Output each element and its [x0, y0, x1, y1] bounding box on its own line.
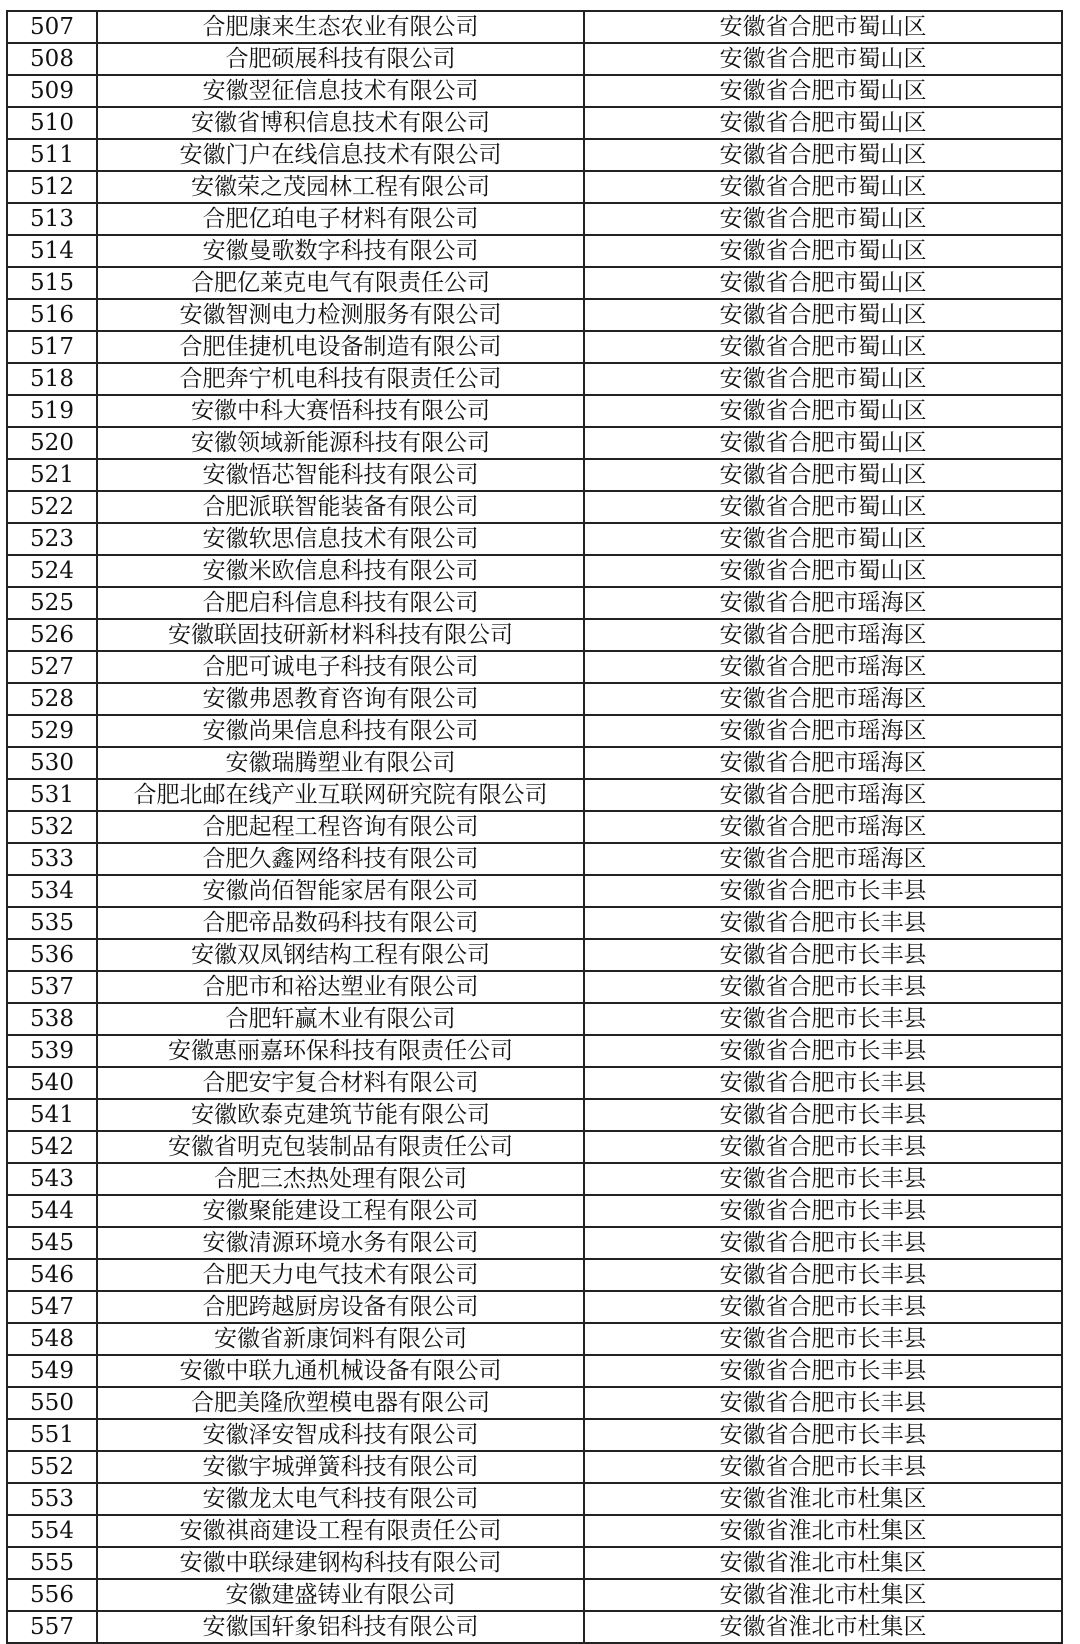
table-row	[7, 555, 1062, 587]
table-row	[7, 1259, 1062, 1291]
table-row	[7, 459, 1062, 491]
region-cell: 安徽省合肥市长丰县	[584, 1131, 1062, 1163]
region-cell: 安徽省合肥市瑶海区	[584, 619, 1062, 651]
row-number-cell: 554	[7, 1515, 97, 1547]
company-name-cell: 安徽米欧信息科技有限公司	[97, 555, 584, 587]
company-name-cell: 安徽欧泰克建筑节能有限公司	[97, 1099, 584, 1131]
row-number-cell: 547	[7, 1291, 97, 1323]
row-number-cell: 516	[7, 299, 97, 331]
company-name-cell: 安徽建盛铸业有限公司	[97, 1579, 584, 1611]
row-number-cell: 510	[7, 107, 97, 139]
row-number-cell: 536	[7, 939, 97, 971]
region-cell: 安徽省合肥市长丰县	[584, 939, 1062, 971]
company-name-cell: 安徽泽安智成科技有限公司	[97, 1419, 584, 1451]
company-name-cell: 合肥市和裕达塑业有限公司	[97, 971, 584, 1003]
row-number-cell: 514	[7, 235, 97, 267]
region-cell: 安徽省合肥市蜀山区	[584, 523, 1062, 555]
table-row	[7, 747, 1062, 779]
row-number-cell: 544	[7, 1195, 97, 1227]
region-cell: 安徽省合肥市蜀山区	[584, 299, 1062, 331]
region-cell: 安徽省合肥市长丰县	[584, 907, 1062, 939]
row-number-cell: 533	[7, 843, 97, 875]
row-number-cell: 543	[7, 1163, 97, 1195]
company-name-cell: 安徽领域新能源科技有限公司	[97, 427, 584, 459]
region-cell: 安徽省合肥市长丰县	[584, 1195, 1062, 1227]
table-row	[7, 1291, 1062, 1323]
region-cell: 安徽省合肥市长丰县	[584, 1419, 1062, 1451]
region-cell: 安徽省合肥市蜀山区	[584, 203, 1062, 235]
company-name-cell: 安徽聚能建设工程有限公司	[97, 1195, 584, 1227]
table-row	[7, 235, 1062, 267]
table-row	[7, 1003, 1062, 1035]
row-number-cell: 541	[7, 1099, 97, 1131]
region-cell: 安徽省合肥市蜀山区	[584, 139, 1062, 171]
table-row	[7, 1099, 1062, 1131]
region-cell: 安徽省淮北市杜集区	[584, 1611, 1062, 1643]
company-name-cell: 合肥跨越厨房设备有限公司	[97, 1291, 584, 1323]
region-cell: 安徽省合肥市瑶海区	[584, 683, 1062, 715]
region-cell: 安徽省合肥市长丰县	[584, 1323, 1062, 1355]
company-name-cell: 安徽双凤钢结构工程有限公司	[97, 939, 584, 971]
table-row	[7, 907, 1062, 939]
table-row	[7, 75, 1062, 107]
table-row	[7, 939, 1062, 971]
company-name-cell: 合肥天力电气技术有限公司	[97, 1259, 584, 1291]
table-row	[7, 779, 1062, 811]
row-number-cell: 522	[7, 491, 97, 523]
table-row	[7, 427, 1062, 459]
region-cell: 安徽省合肥市蜀山区	[584, 395, 1062, 427]
company-name-cell: 安徽惠丽嘉环保科技有限责任公司	[97, 1035, 584, 1067]
region-cell: 安徽省合肥市蜀山区	[584, 171, 1062, 203]
company-name-cell: 安徽尚果信息科技有限公司	[97, 715, 584, 747]
row-number-cell: 526	[7, 619, 97, 651]
table-row	[7, 1067, 1062, 1099]
table-row	[7, 715, 1062, 747]
company-name-cell: 合肥帝品数码科技有限公司	[97, 907, 584, 939]
table-row	[7, 491, 1062, 523]
row-number-cell: 523	[7, 523, 97, 555]
table-row	[7, 1131, 1062, 1163]
region-cell: 安徽省淮北市杜集区	[584, 1515, 1062, 1547]
company-name-cell: 安徽荣之茂园林工程有限公司	[97, 171, 584, 203]
table-row	[7, 395, 1062, 427]
company-name-cell: 安徽宇城弹簧科技有限公司	[97, 1451, 584, 1483]
region-cell: 安徽省淮北市杜集区	[584, 1483, 1062, 1515]
row-number-cell: 539	[7, 1035, 97, 1067]
row-number-cell: 525	[7, 587, 97, 619]
company-name-cell: 安徽翌征信息技术有限公司	[97, 75, 584, 107]
table-row	[7, 43, 1062, 75]
company-name-cell: 安徽弗恩教育咨询有限公司	[97, 683, 584, 715]
region-cell: 安徽省淮北市杜集区	[584, 1547, 1062, 1579]
table-row	[7, 1579, 1062, 1611]
company-name-cell: 安徽悟芯智能科技有限公司	[97, 459, 584, 491]
row-number-cell: 508	[7, 43, 97, 75]
row-number-cell: 534	[7, 875, 97, 907]
row-number-cell: 555	[7, 1547, 97, 1579]
table-row	[7, 139, 1062, 171]
table-row	[7, 1611, 1062, 1643]
row-number-cell: 535	[7, 907, 97, 939]
company-name-cell: 合肥三杰热处理有限公司	[97, 1163, 584, 1195]
table-row	[7, 331, 1062, 363]
row-number-cell: 546	[7, 1259, 97, 1291]
company-name-cell: 合肥派联智能装备有限公司	[97, 491, 584, 523]
company-name-cell: 安徽国轩象铝科技有限公司	[97, 1611, 584, 1643]
region-cell: 安徽省合肥市蜀山区	[584, 555, 1062, 587]
company-name-cell: 合肥亿珀电子材料有限公司	[97, 203, 584, 235]
company-name-cell: 安徽瑞腾塑业有限公司	[97, 747, 584, 779]
company-name-cell: 安徽联固技研新材料科技有限公司	[97, 619, 584, 651]
table-row	[7, 299, 1062, 331]
row-number-cell: 519	[7, 395, 97, 427]
region-cell: 安徽省合肥市长丰县	[584, 971, 1062, 1003]
company-name-cell: 安徽清源环境水务有限公司	[97, 1227, 584, 1259]
region-cell: 安徽省合肥市长丰县	[584, 1259, 1062, 1291]
region-cell: 安徽省合肥市瑶海区	[584, 747, 1062, 779]
region-cell: 安徽省合肥市长丰县	[584, 875, 1062, 907]
table-row	[7, 843, 1062, 875]
row-number-cell: 527	[7, 651, 97, 683]
row-number-cell: 531	[7, 779, 97, 811]
table-row	[7, 267, 1062, 299]
company-name-cell: 安徽省博积信息技术有限公司	[97, 107, 584, 139]
table-row	[7, 683, 1062, 715]
region-cell: 安徽省合肥市瑶海区	[584, 779, 1062, 811]
region-cell: 安徽省合肥市蜀山区	[584, 459, 1062, 491]
region-cell: 安徽省合肥市蜀山区	[584, 11, 1062, 43]
company-name-cell: 合肥亿莱克电气有限责任公司	[97, 267, 584, 299]
company-name-cell: 安徽省新康饲料有限公司	[97, 1323, 584, 1355]
region-cell: 安徽省合肥市蜀山区	[584, 267, 1062, 299]
region-cell: 安徽省淮北市杜集区	[584, 1579, 1062, 1611]
company-name-cell: 安徽门户在线信息技术有限公司	[97, 139, 584, 171]
company-name-cell: 合肥起程工程咨询有限公司	[97, 811, 584, 843]
table-row	[7, 1035, 1062, 1067]
table-row	[7, 811, 1062, 843]
company-name-cell: 合肥美隆欣塑模电器有限公司	[97, 1387, 584, 1419]
company-name-cell: 安徽尚佰智能家居有限公司	[97, 875, 584, 907]
row-number-cell: 549	[7, 1355, 97, 1387]
table-row	[7, 1195, 1062, 1227]
region-cell: 安徽省合肥市长丰县	[584, 1451, 1062, 1483]
company-name-cell: 合肥硕展科技有限公司	[97, 43, 584, 75]
table-row	[7, 875, 1062, 907]
row-number-cell: 556	[7, 1579, 97, 1611]
company-name-cell: 安徽中联九通机械设备有限公司	[97, 1355, 584, 1387]
region-cell: 安徽省合肥市蜀山区	[584, 363, 1062, 395]
company-name-cell: 合肥久鑫网络科技有限公司	[97, 843, 584, 875]
region-cell: 安徽省合肥市蜀山区	[584, 107, 1062, 139]
company-name-cell: 安徽祺商建设工程有限责任公司	[97, 1515, 584, 1547]
row-number-cell: 532	[7, 811, 97, 843]
region-cell: 安徽省合肥市长丰县	[584, 1291, 1062, 1323]
company-name-cell: 安徽智测电力检测服务有限公司	[97, 299, 584, 331]
company-name-cell: 合肥安宇复合材料有限公司	[97, 1067, 584, 1099]
table-row	[7, 1323, 1062, 1355]
region-cell: 安徽省合肥市瑶海区	[584, 651, 1062, 683]
row-number-cell: 530	[7, 747, 97, 779]
region-cell: 安徽省合肥市长丰县	[584, 1355, 1062, 1387]
table-row	[7, 1163, 1062, 1195]
table-row	[7, 107, 1062, 139]
row-number-cell: 524	[7, 555, 97, 587]
table-row	[7, 1547, 1062, 1579]
row-number-cell: 520	[7, 427, 97, 459]
region-cell: 安徽省合肥市长丰县	[584, 1099, 1062, 1131]
company-name-cell: 合肥可诚电子科技有限公司	[97, 651, 584, 683]
region-cell: 安徽省合肥市长丰县	[584, 1227, 1062, 1259]
table-row	[7, 11, 1062, 43]
region-cell: 安徽省合肥市蜀山区	[584, 43, 1062, 75]
region-cell: 安徽省合肥市蜀山区	[584, 235, 1062, 267]
row-number-cell: 557	[7, 1611, 97, 1643]
region-cell: 安徽省合肥市瑶海区	[584, 843, 1062, 875]
table-row	[7, 1451, 1062, 1483]
company-name-cell: 合肥北邮在线产业互联网研究院有限公司	[97, 779, 584, 811]
region-cell: 安徽省合肥市长丰县	[584, 1003, 1062, 1035]
row-number-cell: 521	[7, 459, 97, 491]
row-number-cell: 529	[7, 715, 97, 747]
table-row	[7, 171, 1062, 203]
row-number-cell: 551	[7, 1419, 97, 1451]
company-name-cell: 合肥佳捷机电设备制造有限公司	[97, 331, 584, 363]
table-row	[7, 651, 1062, 683]
company-name-cell: 合肥轩赢木业有限公司	[97, 1003, 584, 1035]
row-number-cell: 517	[7, 331, 97, 363]
table-row	[7, 619, 1062, 651]
table-row	[7, 1515, 1062, 1547]
company-name-cell: 安徽中联绿建钢构科技有限公司	[97, 1547, 584, 1579]
table-row	[7, 1419, 1062, 1451]
company-name-cell: 合肥启科信息科技有限公司	[97, 587, 584, 619]
table-row	[7, 587, 1062, 619]
table-row	[7, 971, 1062, 1003]
row-number-cell: 518	[7, 363, 97, 395]
row-number-cell: 542	[7, 1131, 97, 1163]
row-number-cell: 538	[7, 1003, 97, 1035]
row-number-cell: 537	[7, 971, 97, 1003]
region-cell: 安徽省合肥市长丰县	[584, 1163, 1062, 1195]
company-name-cell: 安徽曼歌数字科技有限公司	[97, 235, 584, 267]
row-number-cell: 540	[7, 1067, 97, 1099]
table-row	[7, 1355, 1062, 1387]
company-name-cell: 安徽中科大赛悟科技有限公司	[97, 395, 584, 427]
row-number-cell: 548	[7, 1323, 97, 1355]
table-row	[7, 523, 1062, 555]
region-cell: 安徽省合肥市长丰县	[584, 1035, 1062, 1067]
region-cell: 安徽省合肥市瑶海区	[584, 715, 1062, 747]
table-row	[7, 1483, 1062, 1515]
table-row	[7, 1227, 1062, 1259]
region-cell: 安徽省合肥市瑶海区	[584, 811, 1062, 843]
company-name-cell: 合肥奔宁机电科技有限责任公司	[97, 363, 584, 395]
company-name-cell: 合肥康来生态农业有限公司	[97, 11, 584, 43]
company-list-table	[6, 10, 1063, 1644]
region-cell: 安徽省合肥市长丰县	[584, 1067, 1062, 1099]
row-number-cell: 509	[7, 75, 97, 107]
region-cell: 安徽省合肥市瑶海区	[584, 587, 1062, 619]
table-row	[7, 363, 1062, 395]
row-number-cell: 550	[7, 1387, 97, 1419]
row-number-cell: 513	[7, 203, 97, 235]
row-number-cell: 512	[7, 171, 97, 203]
region-cell: 安徽省合肥市蜀山区	[584, 331, 1062, 363]
region-cell: 安徽省合肥市蜀山区	[584, 427, 1062, 459]
company-name-cell: 安徽省明克包装制品有限责任公司	[97, 1131, 584, 1163]
table-body	[7, 11, 1062, 1643]
row-number-cell: 511	[7, 139, 97, 171]
row-number-cell: 553	[7, 1483, 97, 1515]
table-row	[7, 203, 1062, 235]
company-name-cell: 安徽龙太电气科技有限公司	[97, 1483, 584, 1515]
row-number-cell: 545	[7, 1227, 97, 1259]
table-row	[7, 1387, 1062, 1419]
company-name-cell: 安徽软思信息技术有限公司	[97, 523, 584, 555]
row-number-cell: 507	[7, 11, 97, 43]
region-cell: 安徽省合肥市蜀山区	[584, 491, 1062, 523]
row-number-cell: 552	[7, 1451, 97, 1483]
region-cell: 安徽省合肥市蜀山区	[584, 75, 1062, 107]
row-number-cell: 528	[7, 683, 97, 715]
region-cell: 安徽省合肥市长丰县	[584, 1387, 1062, 1419]
row-number-cell: 515	[7, 267, 97, 299]
